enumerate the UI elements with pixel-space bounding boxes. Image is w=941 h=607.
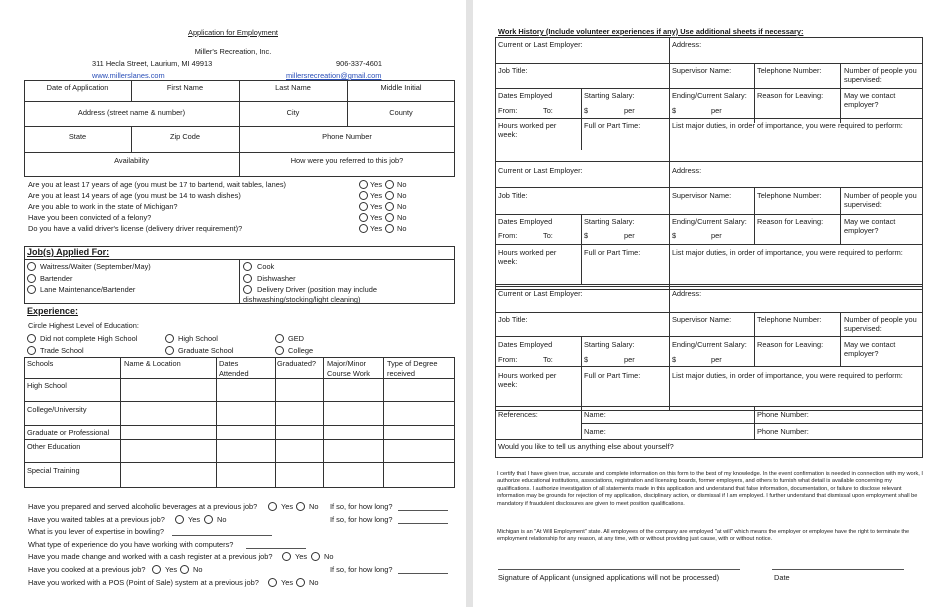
employer-field-3[interactable]: Current or Last Employer: bbox=[498, 289, 583, 298]
duties-field-3[interactable]: List major duties, in order of importance, you were required to perform: bbox=[672, 371, 903, 380]
dollar-sign: $ bbox=[672, 355, 677, 364]
dates-employed-3: Dates Employed bbox=[498, 340, 553, 349]
row-graduate: Graduate or Professional bbox=[27, 428, 110, 437]
telephone-field-2[interactable]: Telephone Number: bbox=[757, 191, 822, 200]
bowling-answer-input[interactable] bbox=[172, 535, 272, 536]
availability-field[interactable]: Availability bbox=[114, 156, 149, 165]
ending-salary-2: Ending/Current Salary: bbox=[672, 217, 747, 226]
question-felony: Have you been convicted of a felony? bbox=[28, 213, 152, 222]
date-label: Date bbox=[774, 573, 790, 582]
certification-statement: I certify that I have given true, accurate and complete information on this form to the best of my knowledge. In the event confirmation is needed in connection with my work, I authorize educational institutions, associations, registration and licensing boards, former employers, and others to furnish what detail is available concerning my qualifications. I authorize investigation of all statements made in this application and understand that false information, documentation, or failure to disclose relevant information may be grounds for rejection of my application, disciplinary action, or dismissal if I am employed. I further understand that dismissal upon employment shall be mandatory if fraudulent disclosures are given to meet position qualifications. bbox=[497, 471, 923, 507]
county-field[interactable]: County bbox=[389, 108, 413, 117]
q1-no-radio[interactable] bbox=[385, 180, 394, 189]
lane-maintenance-radio[interactable] bbox=[27, 285, 36, 294]
dollar-sign: $ bbox=[584, 231, 589, 240]
signature-label: Signature of Applicant (unsigned applications will not be processed) bbox=[498, 573, 720, 582]
form-title: Application for Employment bbox=[188, 28, 278, 37]
tables-how-long: If so, for how long? bbox=[330, 515, 393, 524]
supervisor-field-2[interactable]: Supervisor Name: bbox=[672, 191, 732, 200]
address-field[interactable]: Address (street name & number) bbox=[77, 108, 186, 117]
may-contact-2b: employer? bbox=[844, 226, 879, 235]
no-label: No bbox=[397, 224, 407, 233]
cooked-how-long: If so, for how long? bbox=[330, 565, 393, 574]
trade-school-label: Trade School bbox=[40, 346, 84, 355]
starting-salary-1: Starting Salary: bbox=[584, 91, 635, 100]
address-field-2[interactable]: Address: bbox=[672, 166, 702, 175]
reference-1-name[interactable]: Name: bbox=[584, 410, 606, 419]
to-field-2[interactable]: To: bbox=[543, 231, 553, 240]
people-supervised-3[interactable]: Number of people you bbox=[844, 315, 917, 324]
may-contact-3[interactable]: May we contact bbox=[844, 340, 896, 349]
dollar-sign: $ bbox=[584, 106, 589, 115]
people-supervised-1b: supervised: bbox=[844, 75, 882, 84]
application-page-1 bbox=[0, 0, 466, 607]
no-high-school-label: Did not complete High School bbox=[40, 334, 138, 343]
job-title-field-1[interactable]: Job Title: bbox=[498, 66, 528, 75]
col-received: received bbox=[387, 369, 415, 378]
ending-salary-1: Ending/Current Salary: bbox=[672, 91, 747, 100]
yes-label: Yes bbox=[370, 180, 383, 189]
alcohol-how-long-input[interactable] bbox=[398, 510, 448, 511]
q4-no-radio[interactable] bbox=[385, 213, 394, 222]
dates-employed-1: Dates Employed bbox=[498, 91, 553, 100]
q3-no-radio[interactable] bbox=[385, 202, 394, 211]
may-contact-1[interactable]: May we contact bbox=[844, 91, 896, 100]
computers-question: What type of experience do you have working with computers? bbox=[28, 540, 234, 549]
cook-radio[interactable] bbox=[243, 262, 252, 271]
question-work-michigan: Are you able to work in the state of Michigan? bbox=[28, 202, 178, 211]
references-label: References: bbox=[498, 410, 538, 419]
to-field-1[interactable]: To: bbox=[543, 106, 553, 115]
alcohol-yes-radio[interactable] bbox=[268, 502, 277, 511]
col-type-degree: Type of Degree bbox=[387, 359, 438, 368]
q5-yes-radio[interactable] bbox=[359, 224, 368, 233]
full-part-time-3[interactable]: Full or Part Time: bbox=[584, 371, 641, 380]
from-field-3[interactable]: From: bbox=[498, 355, 518, 364]
referral-field[interactable]: How were you referred to this job? bbox=[290, 156, 404, 165]
dollar-sign: $ bbox=[584, 355, 589, 364]
reason-leaving-1[interactable]: Reason for Leaving: bbox=[757, 91, 824, 100]
reference-1-phone[interactable]: Phone Number: bbox=[757, 410, 809, 419]
row-college: College/University bbox=[27, 405, 87, 414]
cash-register-question: Have you made change and worked with a cash register at a previous job? bbox=[28, 552, 273, 561]
tables-yes-radio[interactable] bbox=[175, 515, 184, 524]
telephone-field-1[interactable]: Telephone Number: bbox=[757, 66, 822, 75]
experience-heading: Experience: bbox=[27, 306, 79, 316]
cooked-yes-radio[interactable] bbox=[152, 565, 161, 574]
pos-no-radio[interactable] bbox=[296, 578, 305, 587]
alcohol-no-radio[interactable] bbox=[296, 502, 305, 511]
lane-maintenance-label: Lane Maintenance/Bartender bbox=[40, 285, 136, 294]
ged-label: GED bbox=[288, 334, 305, 343]
yes-label: Yes bbox=[370, 191, 383, 200]
cooked-question: Have you cooked at a previous job? bbox=[28, 565, 146, 574]
date-of-application-field[interactable]: Date of Application bbox=[46, 83, 109, 92]
q4-yes-radio[interactable] bbox=[359, 213, 368, 222]
may-contact-2[interactable]: May we contact bbox=[844, 217, 896, 226]
question-age-14: Are you at least 14 years of age (you must be 14 to wash dishes) bbox=[28, 191, 241, 200]
question-age-17: Are you at least 17 years of age (you must be 17 to bartend, wait tables, lanes) bbox=[28, 180, 286, 189]
no-label: No bbox=[217, 515, 227, 524]
yes-label: Yes bbox=[188, 515, 201, 524]
delivery-driver-radio[interactable] bbox=[243, 285, 252, 294]
work-history-heading: Work History (Include volunteer experiences if any) Use additional sheets if necessary: bbox=[498, 27, 804, 36]
people-supervised-2b: supervised: bbox=[844, 200, 882, 209]
col-major-minor: Major/Minor bbox=[327, 359, 367, 368]
starting-salary-3: Starting Salary: bbox=[584, 340, 635, 349]
per-label: per bbox=[624, 231, 635, 240]
full-part-time-1[interactable]: Full or Part Time: bbox=[584, 121, 641, 130]
tables-how-long-input[interactable] bbox=[398, 523, 448, 524]
at-will-statement: Michigan is an "At Will Employment" state. All employees of the company are employed "at will" which means the employer or employee have the right to terminate the employment relationship for any reason, at any time, with or without providing just cause, with or without notice. bbox=[497, 529, 910, 543]
high-school-radio[interactable] bbox=[165, 334, 174, 343]
yes-label: Yes bbox=[370, 202, 383, 211]
bartender-label: Bartender bbox=[40, 274, 73, 283]
q2-no-radio[interactable] bbox=[385, 191, 394, 200]
jobs-applied-heading: Job(s) Applied For: bbox=[27, 247, 110, 257]
q2-yes-radio[interactable] bbox=[359, 191, 368, 200]
last-name-field[interactable]: Last Name bbox=[275, 83, 311, 92]
dishwasher-label: Dishwasher bbox=[257, 274, 296, 283]
city-field[interactable]: City bbox=[286, 108, 300, 117]
hours-worked-3b: week: bbox=[498, 380, 518, 389]
hours-worked-2[interactable]: Hours worked per bbox=[498, 248, 557, 257]
reference-2-name[interactable]: Name: bbox=[584, 427, 606, 436]
address-field-3[interactable]: Address: bbox=[672, 289, 702, 298]
ged-radio[interactable] bbox=[275, 334, 284, 343]
full-part-time-2[interactable]: Full or Part Time: bbox=[584, 248, 641, 257]
pos-yes-radio[interactable] bbox=[268, 578, 277, 587]
reason-leaving-2[interactable]: Reason for Leaving: bbox=[757, 217, 824, 226]
dollar-sign: $ bbox=[672, 231, 677, 240]
trade-school-radio[interactable] bbox=[27, 346, 36, 355]
people-supervised-3b: supervised: bbox=[844, 324, 882, 333]
no-label: No bbox=[397, 202, 407, 211]
per-label: per bbox=[711, 106, 722, 115]
state-field[interactable]: State bbox=[68, 132, 87, 141]
college-label: College bbox=[288, 346, 314, 355]
education-instruction: Circle Highest Level of Education: bbox=[28, 321, 139, 330]
col-course-work: Course Work bbox=[327, 369, 370, 378]
signature-line[interactable] bbox=[498, 569, 740, 570]
per-label: per bbox=[711, 231, 722, 240]
question-drivers-license: Do you have a valid driver's license (delivery driver requirement)? bbox=[28, 224, 243, 233]
company-name: Miller's Recreation, Inc. bbox=[194, 47, 272, 56]
hours-worked-3[interactable]: Hours worked per bbox=[498, 371, 557, 380]
from-field-1[interactable]: From: bbox=[498, 106, 518, 115]
yes-label: Yes bbox=[281, 502, 294, 511]
per-label: per bbox=[624, 355, 635, 364]
row-other-education: Other Education bbox=[27, 442, 81, 451]
graduate-school-label: Graduate School bbox=[178, 346, 234, 355]
q3-yes-radio[interactable] bbox=[359, 202, 368, 211]
zip-code-field[interactable]: Zip Code bbox=[170, 132, 200, 141]
reference-2-phone[interactable]: Phone Number: bbox=[757, 427, 809, 436]
tell-us-field[interactable]: Would you like to tell us anything else about yourself? bbox=[498, 442, 674, 451]
row-high-school: High School bbox=[27, 381, 67, 390]
no-label: No bbox=[397, 213, 407, 222]
bowling-question: What is you lever of expertise in bowling? bbox=[28, 527, 164, 536]
company-website[interactable]: www.millerslanes.com bbox=[92, 71, 165, 80]
no-label: No bbox=[324, 552, 334, 561]
waitress-waiter-label: Waitress/Waiter (September/May) bbox=[40, 262, 151, 271]
may-contact-3b: employer? bbox=[844, 349, 879, 358]
yes-label: Yes bbox=[165, 565, 178, 574]
from-field-2[interactable]: From: bbox=[498, 231, 518, 240]
pos-question: Have you worked with a POS (Point of Sale) system at a previous job? bbox=[28, 578, 259, 587]
q5-no-radio[interactable] bbox=[385, 224, 394, 233]
no-label: No bbox=[397, 191, 407, 200]
alcohol-how-long: If so, for how long? bbox=[330, 502, 393, 511]
col-schools: Schools bbox=[27, 359, 54, 368]
cooked-how-long-input[interactable] bbox=[398, 573, 448, 574]
company-phone: 906-337-4601 bbox=[336, 59, 383, 68]
no-high-school-radio[interactable] bbox=[27, 334, 36, 343]
col-attended: Attended bbox=[219, 369, 249, 378]
bartender-radio[interactable] bbox=[27, 274, 36, 283]
job-title-field-2[interactable]: Job Title: bbox=[498, 191, 528, 200]
row-special-training: Special Training bbox=[27, 466, 80, 475]
reason-leaving-3[interactable]: Reason for Leaving: bbox=[757, 340, 824, 349]
col-dates: Dates bbox=[219, 359, 239, 368]
col-graduated: Graduated? bbox=[277, 359, 317, 368]
company-address: 311 Hecla Street, Laurium, MI 49913 bbox=[92, 59, 213, 68]
alcohol-question: Have you prepared and served alcoholic beverages at a previous job? bbox=[28, 502, 258, 511]
no-label: No bbox=[397, 180, 407, 189]
tables-no-radio[interactable] bbox=[204, 515, 213, 524]
college-radio[interactable] bbox=[275, 346, 284, 355]
yes-label: Yes bbox=[281, 578, 294, 587]
company-email[interactable]: millersrecreation@gmail.com bbox=[286, 71, 382, 80]
job-title-field-3[interactable]: Job Title: bbox=[498, 315, 528, 324]
date-line[interactable] bbox=[772, 569, 904, 570]
no-label: No bbox=[193, 565, 203, 574]
to-field-3[interactable]: To: bbox=[543, 355, 553, 364]
no-label: No bbox=[309, 578, 319, 587]
people-supervised-1[interactable]: Number of people you bbox=[844, 66, 917, 75]
ending-salary-3: Ending/Current Salary: bbox=[672, 340, 747, 349]
supervisor-field-1[interactable]: Supervisor Name: bbox=[672, 66, 732, 75]
people-supervised-2[interactable]: Number of people you bbox=[844, 191, 917, 200]
computers-answer-input[interactable] bbox=[246, 548, 306, 549]
dollar-sign: $ bbox=[672, 106, 677, 115]
cash-no-radio[interactable] bbox=[311, 552, 320, 561]
middle-initial-field[interactable]: Middle Initial bbox=[380, 83, 422, 92]
dishwasher-radio[interactable] bbox=[243, 274, 252, 283]
telephone-field-3[interactable]: Telephone Number: bbox=[757, 315, 822, 324]
high-school-label: High School bbox=[178, 334, 218, 343]
waitress-waiter-radio[interactable] bbox=[27, 262, 36, 271]
delivery-driver-label: Delivery Driver (position may include bbox=[257, 285, 377, 294]
duties-field-2[interactable]: List major duties, in order of importance, you were required to perform: bbox=[672, 248, 903, 257]
hours-worked-1[interactable]: Hours worked per bbox=[498, 121, 557, 130]
application-page-2 bbox=[473, 0, 941, 607]
dates-employed-2: Dates Employed bbox=[498, 217, 553, 226]
cook-label: Cook bbox=[257, 262, 275, 271]
duties-field-1[interactable]: List major duties, in order of importance, you were required to perform: bbox=[672, 121, 903, 130]
yes-label: Yes bbox=[370, 224, 383, 233]
cash-yes-radio[interactable] bbox=[282, 552, 291, 561]
hours-worked-1b: week: bbox=[498, 130, 518, 139]
employer-field-2[interactable]: Current or Last Employer: bbox=[498, 166, 583, 175]
cooked-no-radio[interactable] bbox=[180, 565, 189, 574]
no-label: No bbox=[309, 502, 319, 511]
hours-worked-2b: week: bbox=[498, 257, 518, 266]
employer-field-1[interactable]: Current or Last Employer: bbox=[498, 40, 583, 49]
delivery-driver-note: dishwashing/stocking/light cleaning) bbox=[243, 295, 361, 304]
q1-yes-radio[interactable] bbox=[359, 180, 368, 189]
may-contact-1b: employer? bbox=[844, 100, 879, 109]
address-field-1[interactable]: Address: bbox=[672, 40, 702, 49]
first-name-field[interactable]: First Name bbox=[166, 83, 204, 92]
yes-label: Yes bbox=[295, 552, 308, 561]
yes-label: Yes bbox=[370, 213, 383, 222]
phone-number-field[interactable]: Phone Number bbox=[322, 132, 372, 141]
per-label: per bbox=[711, 355, 722, 364]
graduate-school-radio[interactable] bbox=[165, 346, 174, 355]
supervisor-field-3[interactable]: Supervisor Name: bbox=[672, 315, 732, 324]
col-name-location: Name & Location bbox=[124, 359, 181, 368]
starting-salary-2: Starting Salary: bbox=[584, 217, 635, 226]
per-label: per bbox=[624, 106, 635, 115]
waited-tables-question: Have you waited tables at a previous job? bbox=[28, 515, 165, 524]
